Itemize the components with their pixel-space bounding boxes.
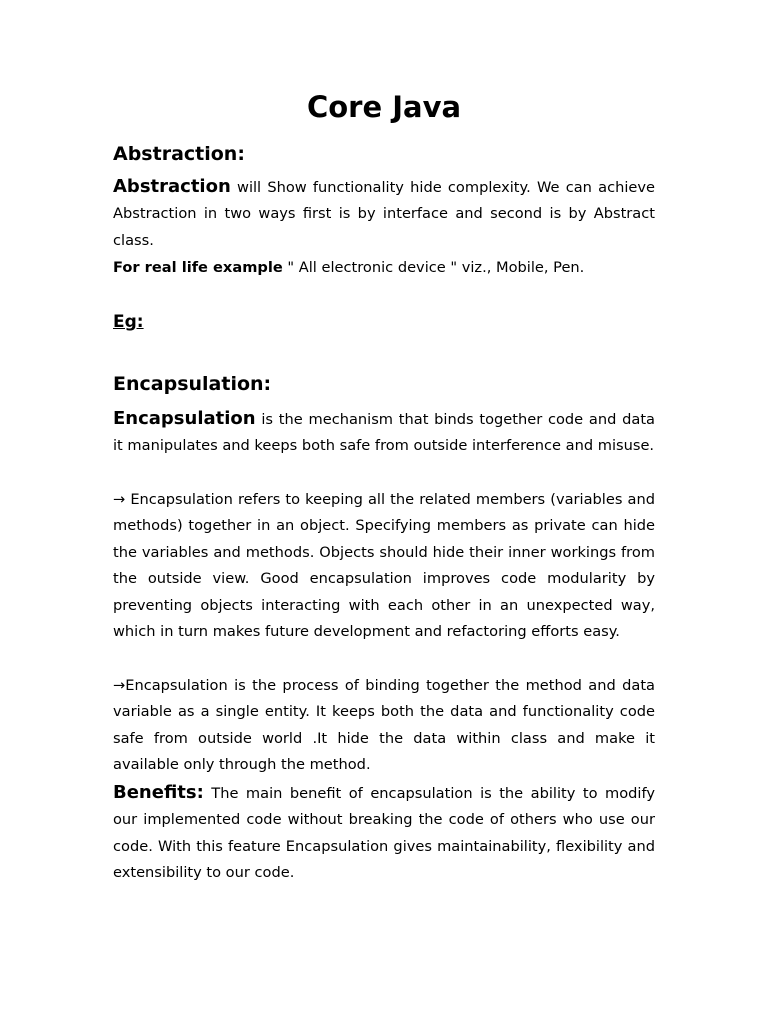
- benefits-label: Benefits:: [113, 782, 204, 803]
- encapsulation-definition: [113, 406, 655, 460]
- encapsulation-point-1: [113, 487, 655, 645]
- encapsulation-point-2: [113, 673, 655, 779]
- example-label: For real life example: [113, 259, 283, 276]
- abstraction-paragraph: [113, 174, 655, 254]
- encapsulation-lead: Encapsulation: [113, 408, 256, 429]
- abstraction-lead: Abstraction: [113, 176, 231, 197]
- eg-heading: Eg:: [113, 312, 144, 332]
- benefits-text: The main benefit of encapsulation is the ability to modify our implemented code without breaking the code of others who use our code. With this feature Encapsulation gives maintainability, flexibility and extensibility to our code.: [113, 785, 655, 882]
- encapsulation-heading: Encapsulation:: [113, 373, 272, 395]
- arrow-right-icon: →: [113, 677, 126, 694]
- arrow-right-icon: →: [113, 491, 126, 508]
- encapsulation-definition-text: is the mechanism that binds together code and data it manipulates and keeps both safe from outside interference and misuse.: [113, 411, 655, 455]
- benefits-paragraph: [113, 780, 655, 887]
- abstraction-heading: Abstraction:: [113, 143, 245, 165]
- encapsulation-point-1-text: Encapsulation refers to keeping all the related members (variables and methods) together in an object. Specifying members as private can hide the variables and methods. Objects should hide their inner workings from the outside view. Good encapsulation improves code modularity by preventing objects interacting with each other in an unexpected way, which in turn makes future development and refactoring efforts easy.: [113, 491, 655, 641]
- encapsulation-point-2-text: Encapsulation is the process of binding together the method and data variable as a single entity. It keeps both the data and functionality code safe from outside world .It hide the data within class and make it available only through the method.: [113, 677, 655, 774]
- abstraction-example: [113, 255, 655, 281]
- page-title: Core Java: [306, 90, 462, 124]
- example-text: " All electronic device " viz., Mobile, Pen.: [282, 259, 585, 276]
- abstraction-text: will Show functionality hide complexity. We can achieve Abstraction in two ways first is by interface and second is by Abstract class.: [113, 179, 655, 249]
